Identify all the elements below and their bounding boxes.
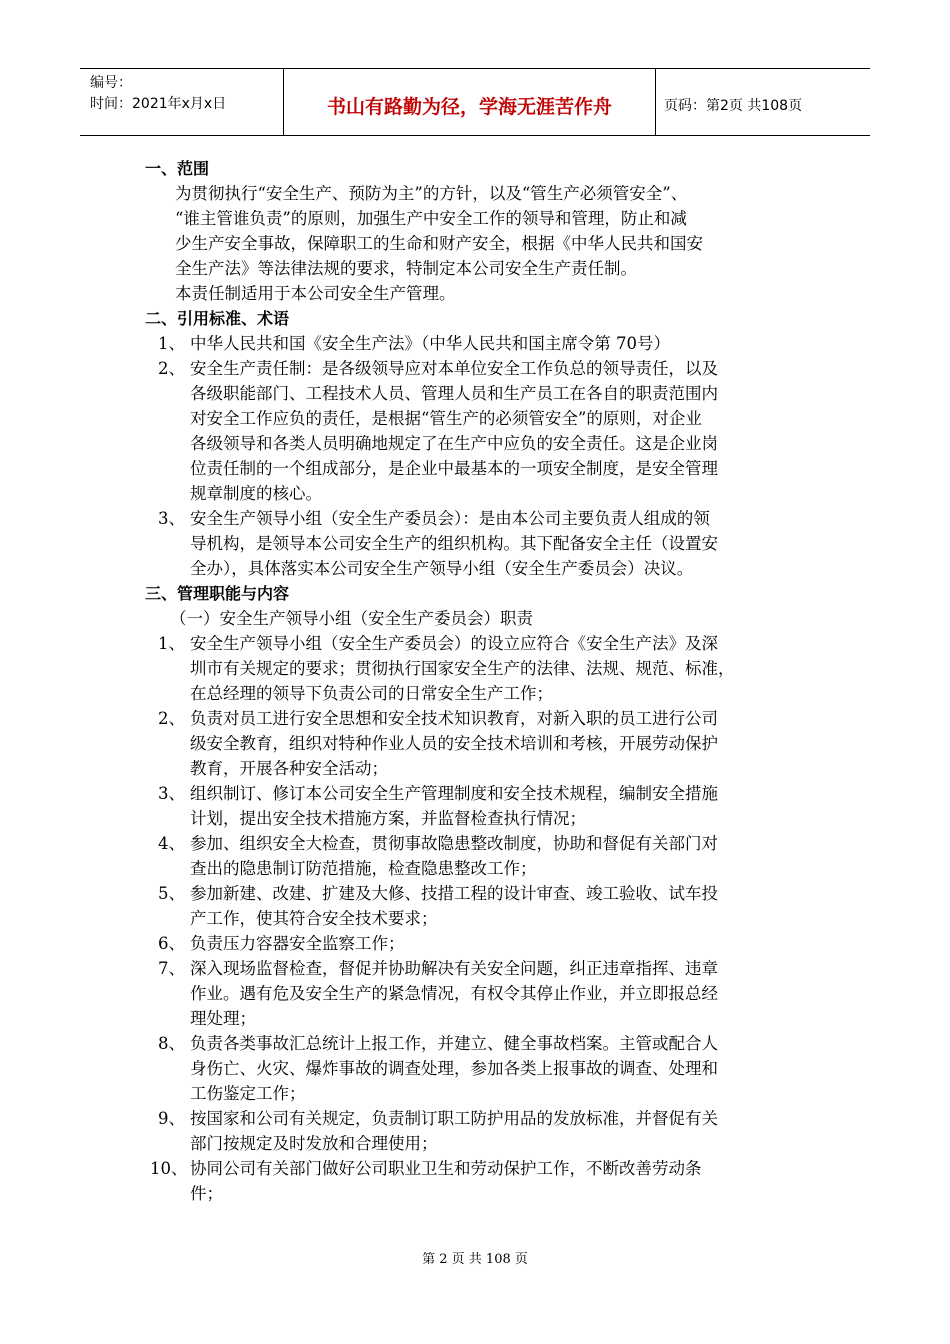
- duties-item-line: [0, 906, 950, 931]
- doc-time-label: 时间：2021年x月x日: [90, 96, 227, 112]
- terms-item-line: [0, 531, 950, 556]
- duties-item-text: 级安全教育，组织对特种作业人员的安全技术培训和考核，开展劳动保护: [190, 734, 718, 753]
- page-footer: 第 2 页 共 108 页: [422, 1252, 528, 1267]
- duties-item-text: 圳市有关规定的要求；贯彻执行国家安全生产的法律、法规、规范、标准，: [190, 659, 735, 678]
- page-header: [80, 68, 870, 136]
- duties-item-line: [0, 931, 950, 956]
- duties-item-text: 件；: [190, 1184, 223, 1203]
- duties-item-number: 1、: [158, 634, 185, 653]
- duties-item-line: [0, 1056, 950, 1081]
- duties-item-line: [0, 781, 950, 806]
- duties-item-number: 9、: [158, 1109, 185, 1128]
- terms-item-line: [0, 506, 950, 531]
- duties-item-text: 计划，提出安全技术措施方案，并监督检查执行情况；: [190, 809, 586, 828]
- terms-item-line: [0, 481, 950, 506]
- section-title: 三、管理职能与内容: [145, 584, 290, 603]
- terms-item-line: [0, 356, 950, 381]
- duties-item-text: 参加新建、改建、扩建及大修、技措工程的设计审查、竣工验收、试车投: [190, 884, 718, 903]
- duties-item-text: 负责对员工进行安全思想和安全技术知识教育，对新入职的员工进行公司: [190, 709, 718, 728]
- terms-item-text: 安全生产领导小组（安全生产委员会）：是由本公司主要负责人组成的领: [190, 509, 710, 528]
- doc-code-label: 编号：: [90, 75, 132, 91]
- paragraph-line: “谁主管谁负责”的原则，加强生产中安全工作的领导和管理，防止和减: [175, 209, 687, 228]
- duties-item-text: 深入现场监督检查，督促并协助解决有关安全问题，纠正违章指挥、违章: [190, 959, 718, 978]
- subsection-title: （一）安全生产领导小组（安全生产委员会）职责: [170, 609, 533, 628]
- terms-item-text: 各级职能部门、工程技术人员、管理人员和生产员工在各自的职责范围内: [190, 384, 718, 403]
- duties-item-text: 组织制订、修订本公司安全生产管理制度和安全技术规程，编制安全措施: [190, 784, 718, 803]
- terms-item-number: 2、: [158, 359, 185, 378]
- duties-item-line: [0, 1081, 950, 1106]
- duties-item-line: [0, 981, 950, 1006]
- duties-item-line: [0, 881, 950, 906]
- section-title: 一、范围: [145, 159, 210, 178]
- duties-item-number: 4、: [158, 834, 185, 853]
- duties-item-text: 负责压力容器安全监察工作；: [190, 934, 405, 953]
- duties-item-line: [0, 756, 950, 781]
- duties-item-text: 查出的隐患制订防范措施，检查隐患整改工作；: [190, 859, 537, 878]
- terms-item-text: 位责任制的一个组成部分，是企业中最基本的一项安全制度，是安全管理: [190, 459, 718, 478]
- duties-item-line: [0, 1006, 950, 1031]
- duties-item-line: [0, 1106, 950, 1131]
- duties-item-text: 参加、组织安全大检查，贯彻事故隐患整改制度，协助和督促有关部门对: [190, 834, 718, 853]
- duties-item-line: [0, 656, 950, 681]
- terms-item-line: [0, 406, 950, 431]
- paragraph-line: 全生产法》等法律法规的要求，特制定本公司安全生产责任制。: [175, 259, 637, 278]
- duties-item-number: 3、: [158, 784, 185, 803]
- section-title: 二、引用标准、术语: [145, 309, 290, 328]
- duties-item-text: 身伤亡、火灾、爆炸事故的调查处理，参加各类上报事故的调查、处理和: [190, 1059, 718, 1078]
- duties-item-line: [0, 956, 950, 981]
- duties-item-text: 在总经理的领导下负责公司的日常安全生产工作；: [190, 684, 553, 703]
- terms-item-line: [0, 456, 950, 481]
- duties-item-number: 10、: [150, 1159, 188, 1178]
- duties-item-line: [0, 631, 950, 656]
- duties-item-text: 教育，开展各种安全活动；: [190, 759, 388, 778]
- duties-item-text: 作业。遇有危及安全生产的紧急情况，有权令其停止作业，并立即报总经: [190, 984, 718, 1003]
- terms-item-number: 3、: [158, 509, 185, 528]
- duties-item-text: 安全生产领导小组（安全生产委员会）的设立应符合《安全生产法》及深: [190, 634, 718, 653]
- terms-item-text: 中华人民共和国《安全生产法》（中华人民共和国主席令第 70号）: [190, 334, 670, 353]
- duties-item-text: 协同公司有关部门做好公司职业卫生和劳动保护工作，不断改善劳动条: [190, 1159, 702, 1178]
- terms-item-number: 1、: [158, 334, 185, 353]
- header-motto: 书山有路勤为径，学海无涯苦作舟: [283, 69, 656, 135]
- duties-item-text: 部门按规定及时发放和合理使用；: [190, 1134, 438, 1153]
- duties-item-line: [0, 731, 950, 756]
- duties-item-line: [0, 1156, 950, 1181]
- header-meta: [80, 69, 283, 135]
- terms-item-text: 规章制度的核心。: [190, 484, 322, 503]
- duties-item-line: [0, 706, 950, 731]
- terms-item-line: [0, 431, 950, 456]
- header-page-info: 页码：第2页 共108页: [664, 98, 803, 114]
- duties-item-text: 工伤鉴定工作；: [190, 1084, 306, 1103]
- paragraph-line: 为贯彻执行“安全生产、预防为主”的方针，以及“管生产必须管安全”、: [175, 184, 688, 203]
- duties-item-line: [0, 856, 950, 881]
- terms-item-text: 安全生产责任制：是各级领导应对本单位安全工作负总的领导责任，以及: [190, 359, 718, 378]
- terms-item-text: 各级领导和各类人员明确地规定了在生产中应负的安全责任。这是企业岗: [190, 434, 718, 453]
- terms-item-line: [0, 381, 950, 406]
- duties-item-number: 5、: [158, 884, 185, 903]
- duties-item-text: 产工作，使其符合安全技术要求；: [190, 909, 438, 928]
- duties-item-text: 按国家和公司有关规定，负责制订职工防护用品的发放标准，并督促有关: [190, 1109, 718, 1128]
- terms-item-line: [0, 556, 950, 581]
- terms-item-text: 全办），具体落实本公司安全生产领导小组（安全生产委员会）决议。: [190, 559, 694, 578]
- duties-item-text: 理处理；: [190, 1009, 256, 1028]
- duties-item-line: [0, 681, 950, 706]
- duties-item-line: [0, 1131, 950, 1156]
- duties-item-line: [0, 831, 950, 856]
- duties-item-number: 7、: [158, 959, 185, 978]
- paragraph-line: 少生产安全事故，保障职工的生命和财产安全，根据《中华人民共和国安: [175, 234, 703, 253]
- duties-item-line: [0, 1181, 950, 1206]
- document-body: [0, 156, 950, 1206]
- duties-item-number: 2、: [158, 709, 185, 728]
- duties-item-text: 负责各类事故汇总统计上报工作，并建立、健全事故档案。主管或配合人: [190, 1034, 718, 1053]
- duties-item-number: 8、: [158, 1034, 185, 1053]
- terms-item-line: [0, 331, 950, 356]
- terms-item-text: 导机构，是领导本公司安全生产的组织机构。其下配备安全主任（设置安: [190, 534, 718, 553]
- duties-item-line: [0, 806, 950, 831]
- paragraph-line: 本责任制适用于本公司安全生产管理。: [175, 284, 456, 303]
- terms-item-text: 对安全工作应负的责任，是根据“管生产的必须管安全”的原则，对企业: [190, 409, 702, 428]
- duties-item-line: [0, 1031, 950, 1056]
- duties-item-number: 6、: [158, 934, 185, 953]
